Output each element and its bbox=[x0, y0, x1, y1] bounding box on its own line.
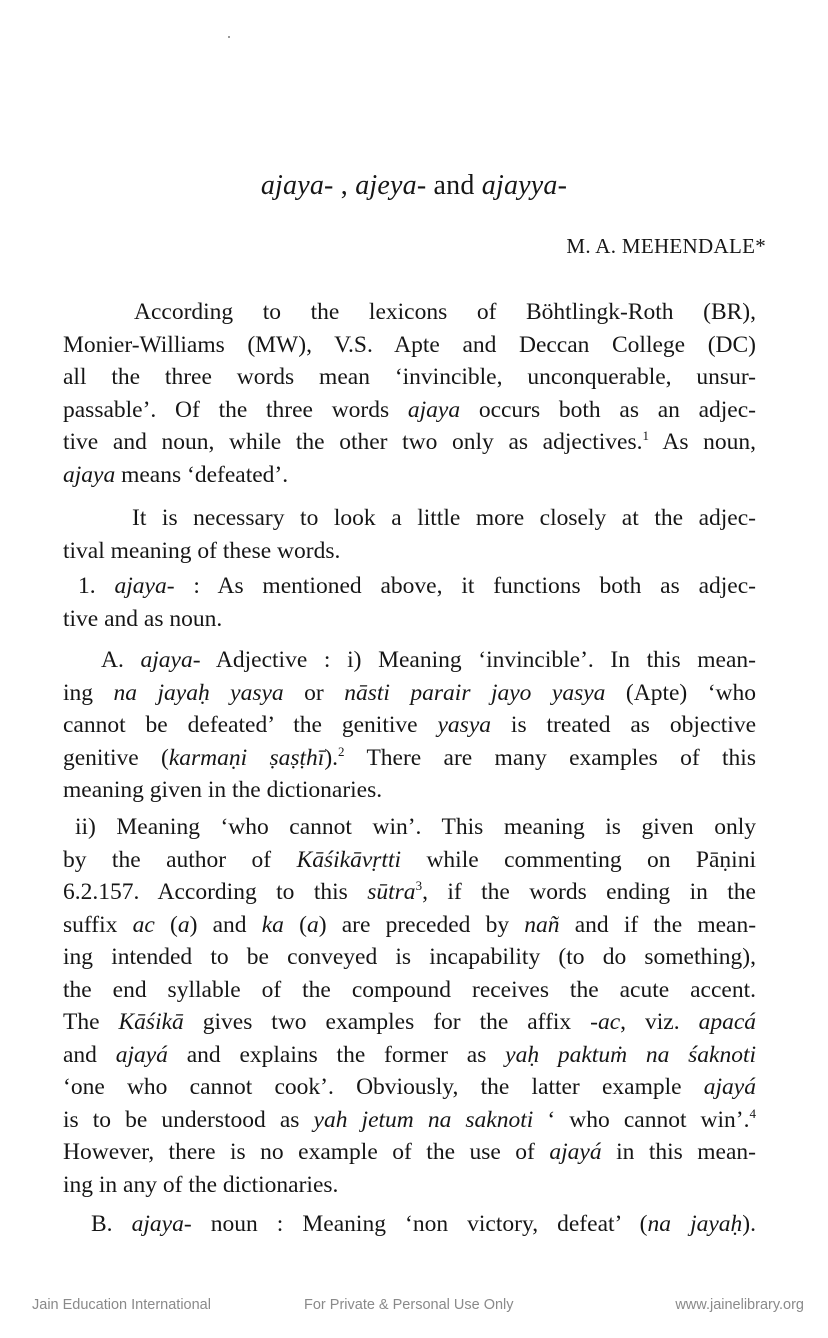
footer-website-link[interactable]: www.jainelibrary.org bbox=[675, 1297, 804, 1313]
text-line: tival meaning of these words. bbox=[63, 537, 341, 564]
text-line: 1. ajaya- : As mentioned above, it functions both as adjec- bbox=[78, 573, 756, 599]
scan-speck bbox=[228, 36, 230, 38]
text-line: the end syllable of the compound receives the acute accent. bbox=[63, 976, 756, 1003]
text-line: all the three words mean ‘invincible, unconquerable, unsur- bbox=[63, 364, 756, 390]
title-word-ajayya: ajayya- bbox=[481, 170, 568, 201]
text-line: The Kāśikā gives two examples for the affix -ac, viz. apacá bbox=[63, 1009, 756, 1035]
paragraph-lexicons bbox=[63, 296, 756, 491]
text-line: It is necessary to look a little more closely at the adjec- bbox=[132, 505, 756, 531]
text-line: is to be understood as yah jetum na saknoti ‘ who cannot win’.$^4$ bbox=[63, 1105, 756, 1133]
text-line: passable’. Of the three words ajaya occurs both as an adjec- bbox=[63, 396, 756, 423]
text-line: and ajayá and explains the former as yaḥ paktuṁ na śaknoti bbox=[63, 1041, 756, 1068]
footer-usage-note: For Private & Personal Use Only bbox=[304, 1297, 514, 1313]
text-line: by the author of Kāśikāvṛtti while commenting on Pāṇini bbox=[63, 846, 756, 873]
text-line: ing na jayaḥ yasya or nāsti parair jayo yasya (Apte) ‘who bbox=[63, 679, 757, 706]
section-1-ajaya bbox=[63, 570, 756, 635]
author-name: M. A. MEHENDALE* bbox=[566, 234, 766, 258]
text-line: ing intended to be conveyed is incapability (to do something), bbox=[63, 944, 756, 970]
text-line: B. ajaya- noun : Meaning ‘non victory, defeat’ (na jayaḥ). bbox=[91, 1211, 756, 1237]
text-line: A. ajaya- Adjective : i) Meaning ‘invincible’. In this mean- bbox=[101, 647, 756, 673]
text-line: cannot be defeated’ the genitive yasya is treated as objective bbox=[63, 712, 756, 738]
text-line: tive and as noun. bbox=[63, 605, 223, 632]
article-title bbox=[0, 170, 828, 202]
text-line: genitive (karmaṇi ṣaṣṭhī).$^2$ There are many examples of this bbox=[63, 743, 756, 771]
text-line: However, there is no example of the use of ajayá in this mean- bbox=[63, 1139, 756, 1165]
paragraph-adjectival bbox=[63, 502, 756, 567]
text-line: tive and noun, while the other two only as adjectives.$^1$ As noun, bbox=[63, 428, 756, 455]
title-and: and bbox=[426, 170, 482, 201]
footnote-ref: 1 bbox=[642, 428, 649, 443]
text-line: ‘one who cannot cook’. Obviously, the latter example ajayá bbox=[63, 1074, 756, 1100]
title-separator: , bbox=[333, 170, 356, 201]
title-word-ajaya: ajaya- bbox=[260, 170, 334, 201]
text-line: meaning given in the dictionaries. bbox=[63, 777, 383, 803]
section-ii-meaning bbox=[63, 811, 756, 1201]
section-a-adjective bbox=[63, 644, 756, 807]
text-line: ajaya means ‘defeated’. bbox=[63, 461, 289, 488]
footer-publisher: Jain Education International bbox=[32, 1297, 211, 1313]
text-line: ing in any of the dictionaries. bbox=[63, 1171, 339, 1198]
text-line: Monier-Williams (MW), V.S. Apte and Deccan College (DC) bbox=[63, 331, 756, 358]
text-line: ii) Meaning ‘who cannot win’. This meaning is given only bbox=[75, 814, 756, 840]
text-line: According to the lexicons of Böhtlingk-Roth (BR), bbox=[134, 299, 756, 325]
footnote-ref: 3 bbox=[415, 878, 423, 893]
section-b-noun bbox=[63, 1208, 756, 1241]
text-line: 6.2.157. According to this sūtra$^3$, if the words ending in the bbox=[63, 878, 756, 905]
text-line: suffix ac (a) and ka (a) are preceded by nañ and if the mean- bbox=[63, 911, 757, 938]
title-word-ajeya: ajeya- bbox=[355, 170, 427, 201]
footnote-ref: 4 bbox=[749, 1105, 756, 1121]
footnote-ref: 2 bbox=[338, 743, 345, 759]
